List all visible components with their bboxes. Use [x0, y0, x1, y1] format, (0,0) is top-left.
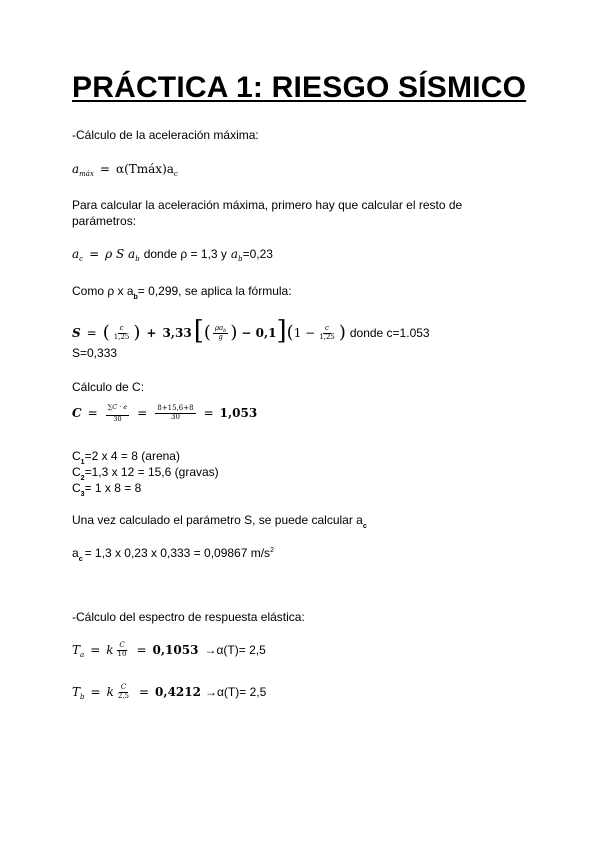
- bracket-open: [: [193, 316, 204, 346]
- como-line: [72, 284, 292, 301]
- paren-open: (: [102, 321, 110, 343]
- ta-formula: T a = k $\frac{C}{10}$ = 0,1053 →α(T)= 2,5: [72, 641, 266, 659]
- s-minus: − 0,1: [241, 326, 277, 341]
- como-pre: Como ρ x a: [72, 284, 134, 298]
- formula-rhs-sub: c: [173, 170, 178, 178]
- como-post: = 0,299, se aplica la fórmula:: [137, 284, 292, 298]
- formula-lhs-sub: máx: [79, 170, 94, 178]
- paren-close: ): [133, 321, 141, 343]
- section-heading-spectrum: -Cálculo del espectro de respuesta elástica:: [72, 610, 305, 624]
- s-result: S=0,333: [72, 346, 118, 360]
- c-eq: =: [87, 406, 98, 421]
- ac-lhs: a: [72, 247, 80, 261]
- c-item-3: $C_3= 1$ x 8 = 8: [72, 481, 142, 498]
- section-heading-max-acceleration: -Cálculo de la aceleración máxima:: [72, 128, 259, 142]
- tb-frac: $\frac{C}{2,5}$: [117, 683, 129, 700]
- formula-rhs: α(Tmáx)a: [115, 162, 174, 176]
- c-item-2: $C_2=1,3$ x 12 = 15,6 (gravas): [72, 465, 219, 482]
- s-tail: donde c=1.053: [349, 326, 430, 341]
- ac-eq: =: [89, 247, 100, 261]
- c-formula: [72, 404, 257, 423]
- s-coef: 3,33: [162, 326, 192, 341]
- c-result: 1,053: [219, 406, 258, 421]
- como-sub: b: [133, 294, 138, 301]
- bracket-close: ]: [276, 316, 287, 346]
- ta-frac: $\frac{C}{10}$: [117, 641, 127, 658]
- c-heading: Cálculo de C:: [72, 380, 145, 394]
- paragraph-line-1: Para calcular la aceleración máxima, primero hay que calcular el resto de: [72, 198, 463, 212]
- s-lhs: S: [72, 326, 81, 341]
- ac-text-2: =0,23: [242, 247, 273, 261]
- paren-close-3: ): [338, 321, 346, 343]
- s-plus: +: [146, 326, 157, 341]
- c-frac-2: $\frac{8+15,6+8}{30}$: [157, 404, 194, 422]
- s-frac-1: $\frac{c}{1,25}$: [113, 324, 130, 342]
- ac-text-1: donde ρ = 1,3 y: [143, 247, 227, 261]
- formula-eq: =: [99, 162, 110, 176]
- s-frac-3: $\frac{c}{1,25}$: [319, 324, 335, 342]
- c-lhs: C: [72, 406, 82, 421]
- s-formula: [72, 318, 430, 349]
- s-one-minus: 1 −: [293, 326, 316, 341]
- tb-formula: T b = k $\frac{C}{2,5}$ = 0,4212 →α(T)= 2,5: [72, 683, 267, 701]
- paren-close-2: ): [230, 321, 238, 343]
- c-eq-2: =: [137, 406, 148, 421]
- ac-a2-sub: b: [238, 255, 243, 263]
- paragraph-line-2: parámetros:: [72, 214, 137, 228]
- c-frac-1: $\frac{\sum C \cdot e}{30}$: [107, 403, 128, 424]
- page-title: PRÁCTICA 1: RIESGO SÍSMICO: [72, 71, 527, 104]
- ac-a2: a: [230, 247, 239, 261]
- amax-formula: [72, 162, 178, 176]
- paren-open-2: (: [203, 321, 211, 343]
- c-item-1: $C_1=2$ x 4 = 8 (arena): [72, 449, 180, 466]
- ac-b-sub: b: [135, 255, 140, 263]
- una-vez-line: Una vez calculado el parámetro S, se puede calcular $a_c$: [72, 513, 367, 530]
- s-eq: =: [86, 326, 97, 341]
- s-frac-2: $\frac{\rho a_b}{g}$: [214, 324, 227, 342]
- formula-lhs: a: [72, 162, 80, 176]
- ac-lhs-sub: c: [79, 255, 84, 263]
- ac-formula: [72, 247, 273, 261]
- paren-open-3: (: [286, 321, 294, 343]
- ac-rho-s: ρ S a: [105, 247, 136, 261]
- c-eq-3: =: [203, 406, 214, 421]
- ac-result: $a_c = 1,3$ x 0,23 x 0,333 = 0,09867 $m/s^2$: [72, 546, 274, 563]
